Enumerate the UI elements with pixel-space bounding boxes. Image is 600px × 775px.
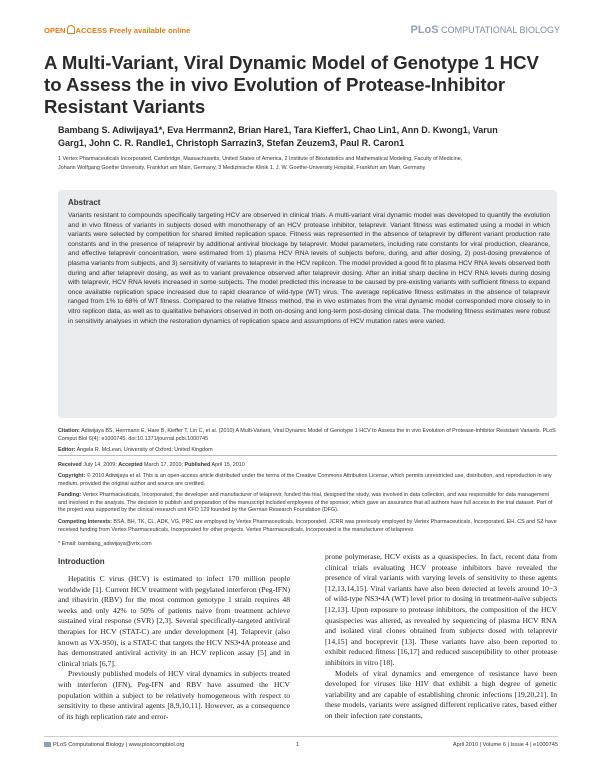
plos-wordmark: PLoS <box>410 24 439 36</box>
citation-label: Citation: <box>58 428 80 434</box>
divider <box>58 455 557 456</box>
received-label: Received <box>58 462 82 468</box>
issue-info: April 2010 | Volume 6 | Issue 4 | e1000745 <box>452 742 558 748</box>
page-number: 1 <box>296 742 300 748</box>
article-title <box>44 52 564 118</box>
accepted-label: Accepted <box>118 462 143 468</box>
title-line: Resistant Variants <box>44 96 206 117</box>
published-label: Published <box>184 462 211 468</box>
freely-available-label: Freely available online <box>109 26 191 35</box>
competing-label: Competing Interests: <box>58 519 112 525</box>
published-date: April 15, 2010 <box>211 462 245 468</box>
corresponding-email: * Email: bambang_adiwijaya@vrtx.com <box>58 541 152 547</box>
copyright-text: © 2010 Adiwijaya et al. This is an open-access article distributed under the terms of the Creative Commons Attribution License, which permits unrestricted use, distribution, and reproduction in any medium, provided the original author and source are credited. <box>58 473 552 487</box>
page-footer <box>44 742 558 752</box>
plos-mini-logo-icon <box>44 742 51 747</box>
author-line: Garg1, John C. R. Randle1, Christoph Sarrazin3, Stefan Zeuzem3, Paul R. Caron1 <box>58 138 405 148</box>
competing-text: BSA, BH, TK, CL, ADK, VG, PRC are employed by Vertex Pharmaceuticals, Incorporated. JCRR was previously employed by Vertex Pharmaceuticals, Incorporated. EH, CS and SZ have received funding from Vertex Pharmaceuticals, Incorporated for other projects. Vertex Pharmaceuticals, Incorporated is the manufacturer of telaprevir. <box>58 519 557 533</box>
copyright <box>58 473 558 488</box>
open-label: OPEN <box>44 26 66 35</box>
accepted-date: March 17, 2010; <box>144 462 184 468</box>
competing-interests <box>58 519 558 534</box>
dates <box>58 462 558 470</box>
editor-label: Editor: <box>58 447 76 453</box>
paragraph: prone polymerase, HCV exists as a quasispecies. In fact, recent data from clinical trials evaluating HCV protease inhibitors have revealed the presence of viral variants with varying levels of sensitivity to these agents [12,13,14,15]. Viral variants have also been detected at levels around 10−3 of wild-type NS3•4A (WT) level prior to dosing in treatment-naïve subjects [12,13]. Upon exposure to protease inhibitors, the composition of the HCV quasispecies was altered, as revealed by sequencing of plasma HCV RNA and isolated viral clones obtained from subjects dosed with telaprevir [14,15] and boceprevir [13]. These variants have also been reported to exhibit reduced fitness [16,17] and reduced susceptibility to other protease inhibitors in vitro [18]. <box>325 552 557 667</box>
affiliation-line: Johann Wolfgang Goethe University, Frankfurt am Main, Germany, 3 Medizinische Klinik 1, J. W. Goethe-University Hospital, Frankfurt am Main, Germany <box>58 165 426 171</box>
intro-right-column <box>325 552 557 722</box>
journal-logo <box>411 24 561 36</box>
copyright-label: Copyright: <box>58 473 86 479</box>
paragraph: Models of viral dynamics and emergence of resistance have been developed for viruses like HIV that exhibit a high degree of genetic variability and are capable of establishing chronic infections [19,20,21]. In these models, variants were assigned different replicative rates, based either on their infection rate constants, <box>325 668 557 720</box>
paragraph: Hepatitis C virus (HCV) is estimated to infect 170 million people worldwide [1]. Current HCV treatment with pegylated interferon (Peg-IFN) and ribavirin (RBV) for the most common genotype 1 strain requires 48 weeks and only 42% to 50% of patients naive from treatment achieve sustained viral response (SVR) [2,3]. Several specifically-targeted antiviral therapies for HCV (STAT-C) are under development [4]. Telaprevir (also known as VX-950), is a STAT-C that targets the HCV NS3•4A protease and has demonstrated antiviral activity in an HCV replicon assay [5] and in clinical trials [6,7]. <box>58 574 290 668</box>
title-line: to Assess the in vivo Evolution of Protease-Inhibitor <box>44 74 506 95</box>
footer-divider <box>44 736 558 737</box>
affiliation-line: 1 Vertex Pharmaceuticals Incorporated, Cambridge, Massachusetts, United States of America, 2 Institute of Biostatistics and Mathematical Modeling, Faculty of Medicine, <box>58 156 463 162</box>
open-access-badge <box>44 25 190 35</box>
abstract-heading: Abstract <box>68 198 101 207</box>
author-list <box>58 124 558 150</box>
title-line: A Multi-Variant, Viral Dynamic Model of Genotype 1 HCV <box>44 52 539 73</box>
editor-text: Angela R. McLean, University of Oxford, United Kingdom <box>76 447 213 453</box>
funding-label: Funding: <box>58 492 82 498</box>
paragraph: Previously published models of HCV viral dynamics in subjects treated with interferon (IFN), Peg-IFN and RBV have assumed the HCV population within a subject to be relatively homogeneous with respect to sensitivity to these antiviral agents [8,9,10,11]. However, as a consequence of its high replication rate and error- <box>58 669 290 721</box>
open-access-lock-icon <box>67 25 75 34</box>
abstract-box <box>58 190 557 418</box>
received-date: July 14, 2009; <box>83 462 117 468</box>
journal-header <box>44 25 560 39</box>
author-line: Bambang S. Adiwijaya1*, Eva Herrmann2, Brian Hare1, Tara Kieffer1, Chao Lin1, Ann D. Kwong1, Varun <box>58 125 498 135</box>
affiliations <box>58 155 558 173</box>
footer-journal <box>44 742 184 748</box>
introduction-heading: Introduction <box>58 557 105 566</box>
abstract-text: Variants resistant to compounds specifically targeting HCV are observed in clinical trials. A multi-variant viral dynamic model was developed to quantify the evolution and in vivo fitness of variants in subjects dosed with monotherapy of an HCV protease inhibitor, telaprevir. Variant fitness was estimated using a model in which variants were selected by competition for shared limited replication space. Fitness was represented in the absence of telaprevir by different variant production rate constants and in the presence of telaprevir by additional antiviral blockage by telaprevir. Model parameters, including rate constants for viral production, clearance, and effective telaprevir concentration, were estimated from 1) plasma HCV RNA levels of subjects before, during, and after dosing, 2) post-dosing prevalence of plasma variants from subjects, and 3) sensitivity of variants to telaprevir in the HCV replicon. The model provided a good fit to plasma HCV RNA levels observed both during and after telaprevir dosing, as well as to variant prevalence observed after telaprevir dosing. After an initial sharp decline in HCV RNA levels during dosing with telaprevir, HCV RNA levels increased in some subjects. The model predicted this increase to be caused by pre-existing variants with sufficient fitness to expand once available replication space increased due to rapid clearance of wild-type (WT) virus. The average replicative fitness estimates in the absence of telaprevir ranged from 1% to 68% of WT fitness. Compared to the relative fitness method, the in vivo estimates from the viral dynamic model corresponded more closely to in vitro replicon data, as well as to qualitative behaviors observed in both on-dosing and long-term post-dosing clinical data. The modeling fitness estimates were robust in sensitivity analyses in which the restoration dynamics of replication space and assumptions of HCV mutation rates were varied. <box>68 212 550 325</box>
journal-name: COMPUTATIONAL BIOLOGY <box>441 25 560 35</box>
footer-journal-text: PLoS Computational Biology | www.ploscompbiol.org <box>53 742 185 748</box>
citation-text: Adiwijaya BS, Herrmann E, Hare B, Kieffer T, Lin C, et al. (2010) A Multi-Variant, Viral Dynamic Model of Genotype 1 HCV to Assess the in vivo Evolution of Protease-Inhibitor Resistant Variants. PLoS Comput Biol 6(4): e1000745. doi:10.1371/journal.pcbi.1000745 <box>58 428 556 442</box>
funding <box>58 492 558 515</box>
editor <box>58 447 558 455</box>
citation <box>58 428 558 443</box>
funding-text: Vertex Pharmaceuticals, Incorporated, the developer and manufacturer of telaprevir, funded this trial, designed the study, was involved in data collection, and was responsible for data management and involved in the analysis. The decision to publish and preparation of the manuscript included employees of the sponsor, which gave an assurance that all authors have full access to the trial dataset. Part of the project was supported by the clinical research unit KFO 129 founded by the German Research Foundation (DFG). <box>58 492 553 514</box>
intro-left-column <box>58 574 290 722</box>
access-label: ACCESS <box>75 26 108 35</box>
